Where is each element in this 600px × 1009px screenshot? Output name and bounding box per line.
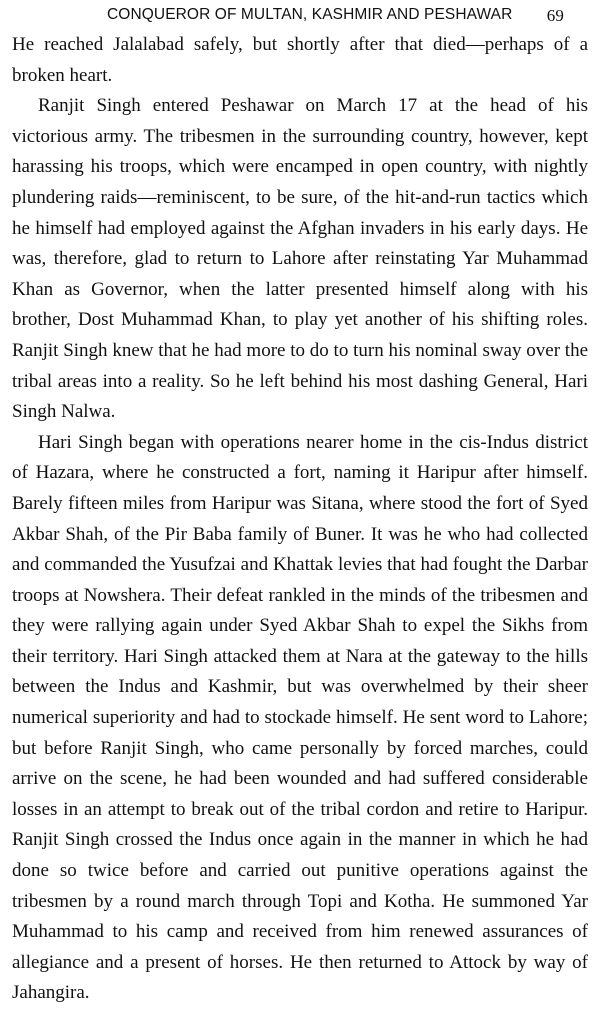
paragraph-hari-singh: Hari Singh began with operations nearer home in the cis-Indus district of Hazara, where he constructed a fort, naming it Haripur after himself. Barely fifteen miles from Haripur was Sitana, where stood the fort of Syed Akbar Shah, of the Pir Baba family of Buner. It was he who had collected and commanded the Yusufzai and Khattak levies that had fought the Darbar troops at Nowshera. Their defeat rankled in the minds of the tribesmen and they were rallying again under Syed Akbar Shah to expel the Sikhs from their territory. Hari Singh attacked them at Nara at the gateway to the hills between the Indus and Kashmir, but was overwhelmed by their sheer numerical superiority and had to stockade himself. He sent word to Lahore; but before Ranjit Singh, who came personally by forced marches, could arrive on the scene, he had been wounded and had suffered considerable losses in an attempt to break out of the tribal cordon and retire to Haripur. Ranjit Singh crossed the Indus once again in the manner in which he had done so twice before and carried out punitive operations against the tribesmen by a round march through Topi and Kotha. He summoned Yar Muhammad to his camp and received from him renewed assurances of allegiance and a present of horses. He then returned to Attock by way of Jahangira. — [12, 431, 588, 1004]
body-text — [12, 30, 588, 1009]
page-number: 69 — [546, 6, 564, 25]
running-title: CONQUEROR OF MULTAN, KASHMIR AND PESHAWAR — [107, 6, 513, 23]
paragraph-continued: He reached Jalalabad safely, but shortly after that died—perhaps of a broken heart. — [12, 34, 588, 86]
paragraph-peshawar-entry: Ranjit Singh entered Peshawar on March 17 at the head of his victorious army. The tribesmen in the surrounding country, however, kept harassing his troops, which were encamped in open country, with nightly plundering raids—reminiscent, to be sure, of the hit-and-run tactics which he himself had employed against the Afghan invaders in his early days. He was, therefore, glad to return to Lahore after reinstating Yar Muhammad Khan as Governor, when the latter presented himself along with his brother, Dost Muhammad Khan, to play yet another of his shifting roles. Ranjit Singh knew that he had more to do to turn his nominal sway over the tribal areas into a reality. So he left behind his most dashing General, Hari Singh Nalwa. — [12, 95, 588, 423]
running-header — [12, 4, 588, 30]
